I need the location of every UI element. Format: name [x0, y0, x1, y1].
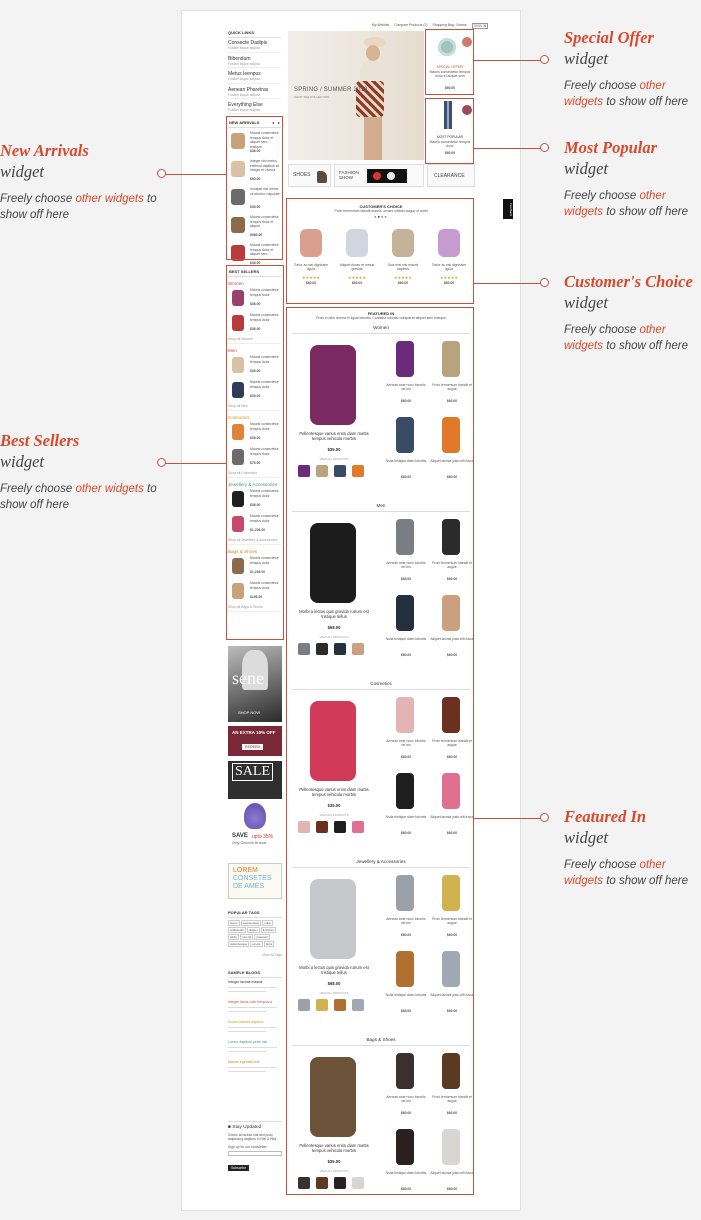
ad-perfume-save[interactable]: SAVE upto 35% Only Genuine Brands	[228, 803, 282, 857]
product-price: $60.00	[446, 577, 458, 581]
most-popular-label: MOST POPULAR	[436, 135, 464, 139]
product-price: $60.00	[446, 755, 458, 759]
product-price: $36.00	[250, 369, 261, 374]
featured-main-text[interactable]: Morbi a lectus quis gravida rutrum est tristique tellus	[299, 609, 369, 619]
hero-subtitle: SHOP THE COLLECTION	[294, 95, 330, 99]
quick-link-item[interactable]	[228, 102, 281, 114]
highlight-featured-in	[286, 307, 474, 1195]
product-price: $60.00	[305, 281, 317, 285]
shop-all-link[interactable]: Shop all Cosmetics	[228, 471, 281, 478]
carousel-dots[interactable]: ●●●●	[374, 213, 388, 219]
featured-category-title[interactable]: Jewellery & Accessories	[356, 859, 406, 864]
promo-banner-clearance[interactable]: CLEARANCE	[427, 164, 475, 187]
product-text[interactable]: Aenean ante nunc lobortis vel leo	[386, 739, 426, 748]
view-all-products-button[interactable]: VIEW ALL PRODUCTS	[319, 635, 349, 639]
best-seller-category[interactable]: Cosmetics	[228, 415, 250, 421]
product-text[interactable]: Aliquet lacinia justo elit fusce	[430, 459, 474, 463]
product-text[interactable]: Mauris consectetur tempus dolor	[250, 313, 279, 322]
most-popular-price: $60.00	[444, 151, 456, 155]
product-text[interactable]: Aenean ante nunc lobortis vel leo	[386, 1095, 426, 1104]
blog-post-excerpt-line	[228, 1067, 277, 1068]
product-text[interactable]: Aenean ante nunc lobortis vel leo	[386, 917, 426, 926]
product-text[interactable]: Proin fermentum blandit et augue	[432, 1095, 472, 1104]
featured-main-price: $35.00	[327, 1159, 341, 1164]
product-text[interactable]: Mauris consectetur tempus dolor et aliquet sem	[250, 243, 279, 257]
connector-special-offer	[474, 60, 541, 61]
newsletter-email-input[interactable]	[228, 1151, 282, 1156]
highlight-new-arrivals	[226, 116, 283, 260]
newsletter-title: ■ Stay Updated	[228, 1121, 282, 1130]
highlight-most-popular	[425, 98, 474, 164]
featured-main-price: $68.00	[327, 625, 341, 630]
customers-choice-title: CUSTOMER'S CHOICE	[359, 204, 403, 209]
rating-stars: ★★★★★	[302, 275, 320, 280]
shop-all-link[interactable]: Shop all Jewellery & Accessories	[228, 538, 281, 545]
featured-category-title[interactable]: Bags & Shoes	[366, 1037, 396, 1042]
product-text[interactable]: Mauris consectetur tempus dolor	[250, 556, 279, 565]
blog-post-title[interactable]: Lorem dapibus pede nisi	[228, 1040, 268, 1045]
product-text[interactable]: Aenean ante nunc lobortis vel leo	[386, 561, 426, 570]
product-price: $980.00	[250, 233, 263, 238]
product-price: $60.00	[400, 1187, 412, 1191]
ad-serene[interactable]: sene SHOP NOW	[228, 646, 282, 722]
newsletter-text: Donec at lacinia nisi sed justo adipiscing dapibus in Nisi & Rita	[228, 1133, 277, 1142]
tag-chip[interactable]: praesent	[256, 935, 269, 940]
product-price: $36.00	[250, 394, 261, 399]
tag-chip[interactable]: lorem	[230, 921, 238, 926]
newsletter-label: Sign up for our newsletter:	[228, 1144, 268, 1149]
quick-link-sub: Fusibel lisque adipisc	[228, 46, 261, 51]
product-price: $36.00	[250, 205, 261, 210]
special-offer-label: SPECIAL OFFER!	[436, 65, 464, 69]
quick-link-label: Metus Ieenpus	[228, 71, 261, 78]
product-price: $60.00	[397, 281, 409, 285]
featured-main-text[interactable]: Pellentesque varius enim diam mattis tempus vehicula morbis	[299, 787, 369, 797]
product-text[interactable]: Duis erat nisi mauris dapibus	[387, 263, 419, 272]
product-text[interactable]: Mauris consectetur tempus dolor et aliquet sem tristique	[250, 131, 279, 149]
blog-post-title[interactable]: Integer lacinia massa	[228, 980, 262, 985]
product-price: $60.00	[400, 577, 412, 581]
special-offer-price: $60.00	[444, 86, 456, 90]
product-price: $60.00	[351, 281, 363, 285]
featured-main-text[interactable]: Pellentesque varius enim diam mattis tempus vehicula morbis	[299, 1143, 369, 1153]
shop-all-link[interactable]: Shop all Bags & Shoes	[228, 605, 281, 612]
connector-dot	[540, 813, 549, 822]
product-text[interactable]: Mauris consectetur tempus dolor	[250, 581, 279, 590]
blog-post-excerpt-line	[228, 1011, 266, 1012]
tag-chip[interactable]: lobby	[230, 935, 238, 940]
product-price: $76.00	[250, 461, 261, 466]
bag-link[interactable]: Shopping Bag: 0 items	[432, 23, 467, 27]
highlight-special-offer	[425, 29, 474, 95]
highlight-customers-choice	[286, 198, 474, 304]
annotation-new-arrivals: New Arrivals widget Freely choose other widgets to show off here	[0, 141, 157, 221]
blog-post-excerpt-line	[228, 991, 266, 992]
blog-post-excerpt-line	[228, 1051, 266, 1052]
product-text[interactable]: Proin fermentum blandit et augue	[432, 917, 472, 926]
best-seller-category[interactable]: Women	[228, 281, 244, 287]
product-price: $60.00	[400, 755, 412, 759]
product-price: $36.00	[250, 327, 261, 332]
connector-most-popular	[474, 148, 541, 149]
quick-link-sub: Fusibel lisque adipisc	[228, 77, 261, 82]
tag-chip[interactable]: sollicitudin	[230, 928, 244, 933]
product-text[interactable]: Aliquet lacinia justo elit fusce	[430, 815, 474, 819]
promo-banner-fashion-show[interactable]: FASHION SHOW	[334, 164, 424, 187]
view-all-products-button[interactable]: VIEW ALL PRODUCTS	[319, 1169, 349, 1173]
subscribe-button[interactable]: Subscribe	[228, 1165, 249, 1171]
blog-post-excerpt-line	[228, 1027, 277, 1028]
tag-chip[interactable]: tincidunt	[262, 928, 274, 933]
blog-post-title[interactable]: Donec blandit dapibus	[228, 1020, 264, 1025]
product-price: $60.00	[446, 933, 458, 937]
envelope-icon: ■	[228, 1125, 231, 1130]
quick-link-label: Consecte Dadipis	[228, 40, 268, 47]
product-text[interactable]: Nulla tristique diam lobortis	[385, 459, 427, 463]
product-price: $1,236.00	[250, 570, 266, 575]
blog-post-title[interactable]: Integer lacus odio tempus a	[228, 1000, 273, 1005]
blog-post[interactable]	[228, 1040, 282, 1052]
tag-chip[interactable]: aliquet	[248, 928, 258, 933]
quick-link-item[interactable]	[228, 87, 281, 99]
product-text[interactable]: Aliquet lacinia justo elit fusce	[430, 1171, 474, 1175]
sample-blogs-title: SAMPLE BLOGS	[228, 971, 282, 978]
quick-link-item[interactable]	[228, 56, 281, 68]
product-price: $60.00	[443, 281, 455, 285]
connector-featured-in	[474, 818, 541, 819]
product-price: $60.00	[446, 475, 458, 479]
product-price: $36.00	[250, 302, 261, 307]
featured-category-title[interactable]: Men	[376, 503, 386, 508]
product-text[interactable]: Proin fermentum blandit et augue	[432, 561, 472, 570]
product-price: $60.00	[446, 399, 458, 403]
quick-links-title: QUICK LINKS	[228, 31, 281, 38]
product-price: $60.00	[400, 831, 412, 835]
promo-banner-shoes[interactable]: SHOES	[288, 164, 331, 187]
product-text[interactable]: Aliquet lacinia justo elit fusce	[430, 637, 474, 641]
ad-lorem[interactable]: LOREM CONSETES DE AMES	[228, 863, 282, 899]
product-text[interactable]: Tortor ac nisi dignissim ligula	[293, 263, 329, 272]
product-price: $60.00	[400, 653, 412, 657]
product-text[interactable]: Proin fermentum blandit et augue	[432, 383, 472, 392]
quick-link-label: Bibendum	[228, 55, 251, 62]
wishlist-link[interactable]: My Wishlist	[372, 23, 390, 27]
blog-post[interactable]	[228, 1000, 282, 1012]
connector-customers-choice	[474, 283, 541, 284]
featured-main-text[interactable]: Morbi a lectus quis gravida rutrum est tristique tellus	[299, 965, 369, 975]
quick-link-label: Aenean Pharetras	[228, 86, 269, 93]
annotation-most-popular: Most Popular widget Freely choose other widgets to show off here	[564, 138, 689, 218]
featured-main-price: $35.00	[327, 803, 341, 808]
quick-links	[228, 31, 281, 117]
special-offer-text: Mauris consectetur tempus dolor et aliquet sem	[429, 70, 471, 79]
product-text[interactable]: Volutpat nisi metus sit abrotor vulputate	[250, 187, 280, 196]
shop-all-link[interactable]: Shop all Women	[228, 337, 281, 344]
view-all-products-button[interactable]: VIEW ALL PRODUCTS	[319, 813, 349, 817]
rating-stars: ★★★★★	[348, 275, 366, 280]
product-text[interactable]: Integer nisi metus eleifend dapibus sit integer et viverra	[250, 159, 280, 173]
product-text[interactable]: Proin fermentum blandit et augue	[432, 739, 472, 748]
product-text[interactable]: Aliquet lacinia justo elit fusce	[430, 993, 474, 997]
featured-subtitle: Proin in nibh viverra et ligula lobortis. Curabitur lobortis volutpat et aliquet sem tristique	[316, 316, 446, 321]
product-price: $60.00	[446, 653, 458, 657]
product-text[interactable]: Nulla tristique diam lobortis	[385, 1171, 427, 1175]
product-price: $60.00	[400, 399, 412, 403]
blog-post-excerpt-line	[228, 1047, 277, 1048]
tag-chip[interactable]: ornare	[252, 942, 261, 947]
blog-post[interactable]	[228, 1020, 282, 1032]
annotation-featured-in: Featured In widget Freely choose other widgets to show off here	[564, 807, 689, 887]
product-price: $36.00	[250, 436, 261, 441]
highlight-best-sellers	[226, 265, 284, 640]
product-text[interactable]: Nulla tristique diam lobortis	[385, 637, 427, 641]
featured-main-text[interactable]: Pellentesque varius enim diam mattis tempus vehicula morbis	[299, 431, 369, 441]
product-price: $60.00	[400, 933, 412, 937]
sample-blogs	[228, 971, 282, 1080]
blog-post[interactable]	[228, 980, 282, 992]
quick-link-item[interactable]	[228, 40, 281, 52]
quick-link-sub: Fusibel lisque adipisc	[228, 61, 261, 66]
product-price: $36.00	[250, 261, 261, 266]
best-sellers-title: BEST SELLERS	[228, 268, 281, 277]
blog-post-excerpt-line	[228, 1071, 266, 1072]
hero-banner[interactable]	[288, 31, 424, 160]
product-price: $1,236.00	[250, 528, 266, 533]
best-seller-category[interactable]: Bags & Shoes	[228, 549, 258, 555]
hero-title: SPRING / SUMMER 2012	[294, 87, 368, 93]
featured-main-price: $68.00	[327, 981, 341, 986]
best-seller-category[interactable]: Jewellery & Accessories	[228, 482, 278, 488]
tag-chip[interactable]: pellentesque	[230, 942, 248, 947]
product-price: $60.00	[400, 1009, 412, 1013]
product-price: $60.00	[446, 1111, 458, 1115]
product-price: $60.00	[446, 1187, 458, 1191]
product-text[interactable]: Tortor ac nisi dignissim ligula	[431, 263, 467, 272]
featured-title: FEATURED IN	[367, 311, 395, 316]
featured-category-title[interactable]: Women	[373, 325, 389, 330]
best-seller-category[interactable]: Men	[228, 348, 237, 354]
popular-tags	[228, 911, 282, 957]
tag-chip[interactable]: nisi elit	[242, 935, 252, 940]
quick-link-sub: Fusibel lisque adipisc	[228, 92, 261, 97]
product-price: $196.00	[250, 595, 263, 600]
quick-link-sub: Fusibel lisque adipisc	[228, 108, 261, 113]
tag-chip[interactable]: nulla	[264, 921, 271, 926]
product-price: $36.00	[250, 503, 261, 508]
product-text[interactable]: Mauris consectetur tempus dolor	[250, 514, 279, 523]
product-text[interactable]: Nulla tristique diam lobortis	[385, 993, 427, 997]
customers-choice-subtitle: Proin fermentum blandit mauris, ornare ultrices augue ut amet	[334, 209, 428, 214]
rating-stars: ★★★★★	[440, 275, 458, 280]
connector-dot	[540, 55, 549, 64]
product-text[interactable]: Aliquet donec et metus gravida	[339, 263, 375, 272]
ad-sale[interactable]: SALE	[228, 761, 282, 799]
connector-dot	[540, 143, 549, 152]
view-all-products-button[interactable]: VIEW ALL PRODUCTS	[319, 991, 349, 995]
annotation-customers-choice: Customer's Choice widget Freely choose other widgets to show off here	[564, 272, 693, 352]
new-arrivals-title: NEW ARRIVALS	[228, 119, 281, 128]
product-text[interactable]: Mauris consectetur tempus dolor	[250, 355, 279, 364]
blog-post-excerpt-line	[228, 987, 277, 988]
product-text[interactable]: Mauris consectetur tempus dolor	[250, 380, 279, 389]
blog-post-title[interactable]: Mauris egestas erat	[228, 1060, 260, 1065]
blog-post-excerpt-line	[228, 1031, 266, 1032]
annotation-best-sellers: Best Sellers widget Freely choose other widgets to show off here	[0, 431, 157, 511]
prev-arrow-icon[interactable]: ◂	[271, 120, 274, 125]
feedback-tab[interactable]: Feedback	[503, 199, 513, 219]
product-text[interactable]: Mauris consectetur tempus dolor	[250, 288, 279, 297]
annotation-special-offer: Special Offer widget Freely choose other widgets to show off here	[564, 28, 689, 108]
ad-extra-off[interactable]: AN EXTRA 10% OFF REDEEM	[228, 726, 282, 756]
blog-post[interactable]	[228, 1060, 282, 1072]
product-price: $36.00	[250, 149, 261, 154]
view-all-products-button[interactable]: VIEW ALL PRODUCTS	[319, 457, 349, 461]
product-price: $60.00	[446, 1009, 458, 1013]
product-text[interactable]: Mauris consectetur tempus dolor	[250, 447, 279, 456]
popular-tags-title: POPULAR TAGS	[228, 911, 282, 918]
product-text[interactable]: Mauris consectetur tempus dolor et aliquet	[250, 215, 279, 229]
product-price: $60.00	[400, 1111, 412, 1115]
next-arrow-icon[interactable]: ▸	[277, 120, 280, 125]
newsletter	[228, 1121, 282, 1174]
signin-link[interactable]: SIGN IN	[473, 24, 487, 28]
rating-stars: ★★★★★	[394, 275, 412, 280]
product-price: $60.00	[400, 475, 412, 479]
featured-main-price: $35.00	[327, 447, 341, 452]
compare-link[interactable]: Compare Products (2)	[394, 23, 428, 27]
blog-post-excerpt-line	[228, 1007, 277, 1008]
product-price: $90.00	[250, 177, 261, 182]
tag-chip[interactable]: suspendisse	[242, 921, 260, 926]
quick-link-item[interactable]	[228, 71, 281, 83]
quick-link-label: Everything Else	[228, 102, 263, 109]
product-text[interactable]: Mauris consectetur tempus dolor	[250, 422, 279, 431]
product-price: $60.00	[446, 831, 458, 835]
connector-best-sellers	[165, 463, 226, 464]
product-text[interactable]: Mauris consectetur tempus dolor	[250, 489, 279, 498]
product-text[interactable]: Nulla tristique diam lobortis	[385, 815, 427, 819]
model-figure	[350, 37, 398, 160]
view-all-tags-link[interactable]: View All Tags	[262, 953, 282, 958]
product-text[interactable]: Aenean ante nunc lobortis vel leo	[386, 383, 426, 392]
most-popular-text: Mauris consectetur tempus dolor	[429, 140, 471, 149]
connector-dot	[540, 278, 549, 287]
shop-all-link[interactable]: Shop all Men	[228, 404, 281, 411]
connector-new-arrivals	[165, 174, 226, 175]
tag-chip[interactable]: dolor	[265, 942, 273, 947]
featured-category-title[interactable]: Cosmetics	[370, 681, 392, 686]
